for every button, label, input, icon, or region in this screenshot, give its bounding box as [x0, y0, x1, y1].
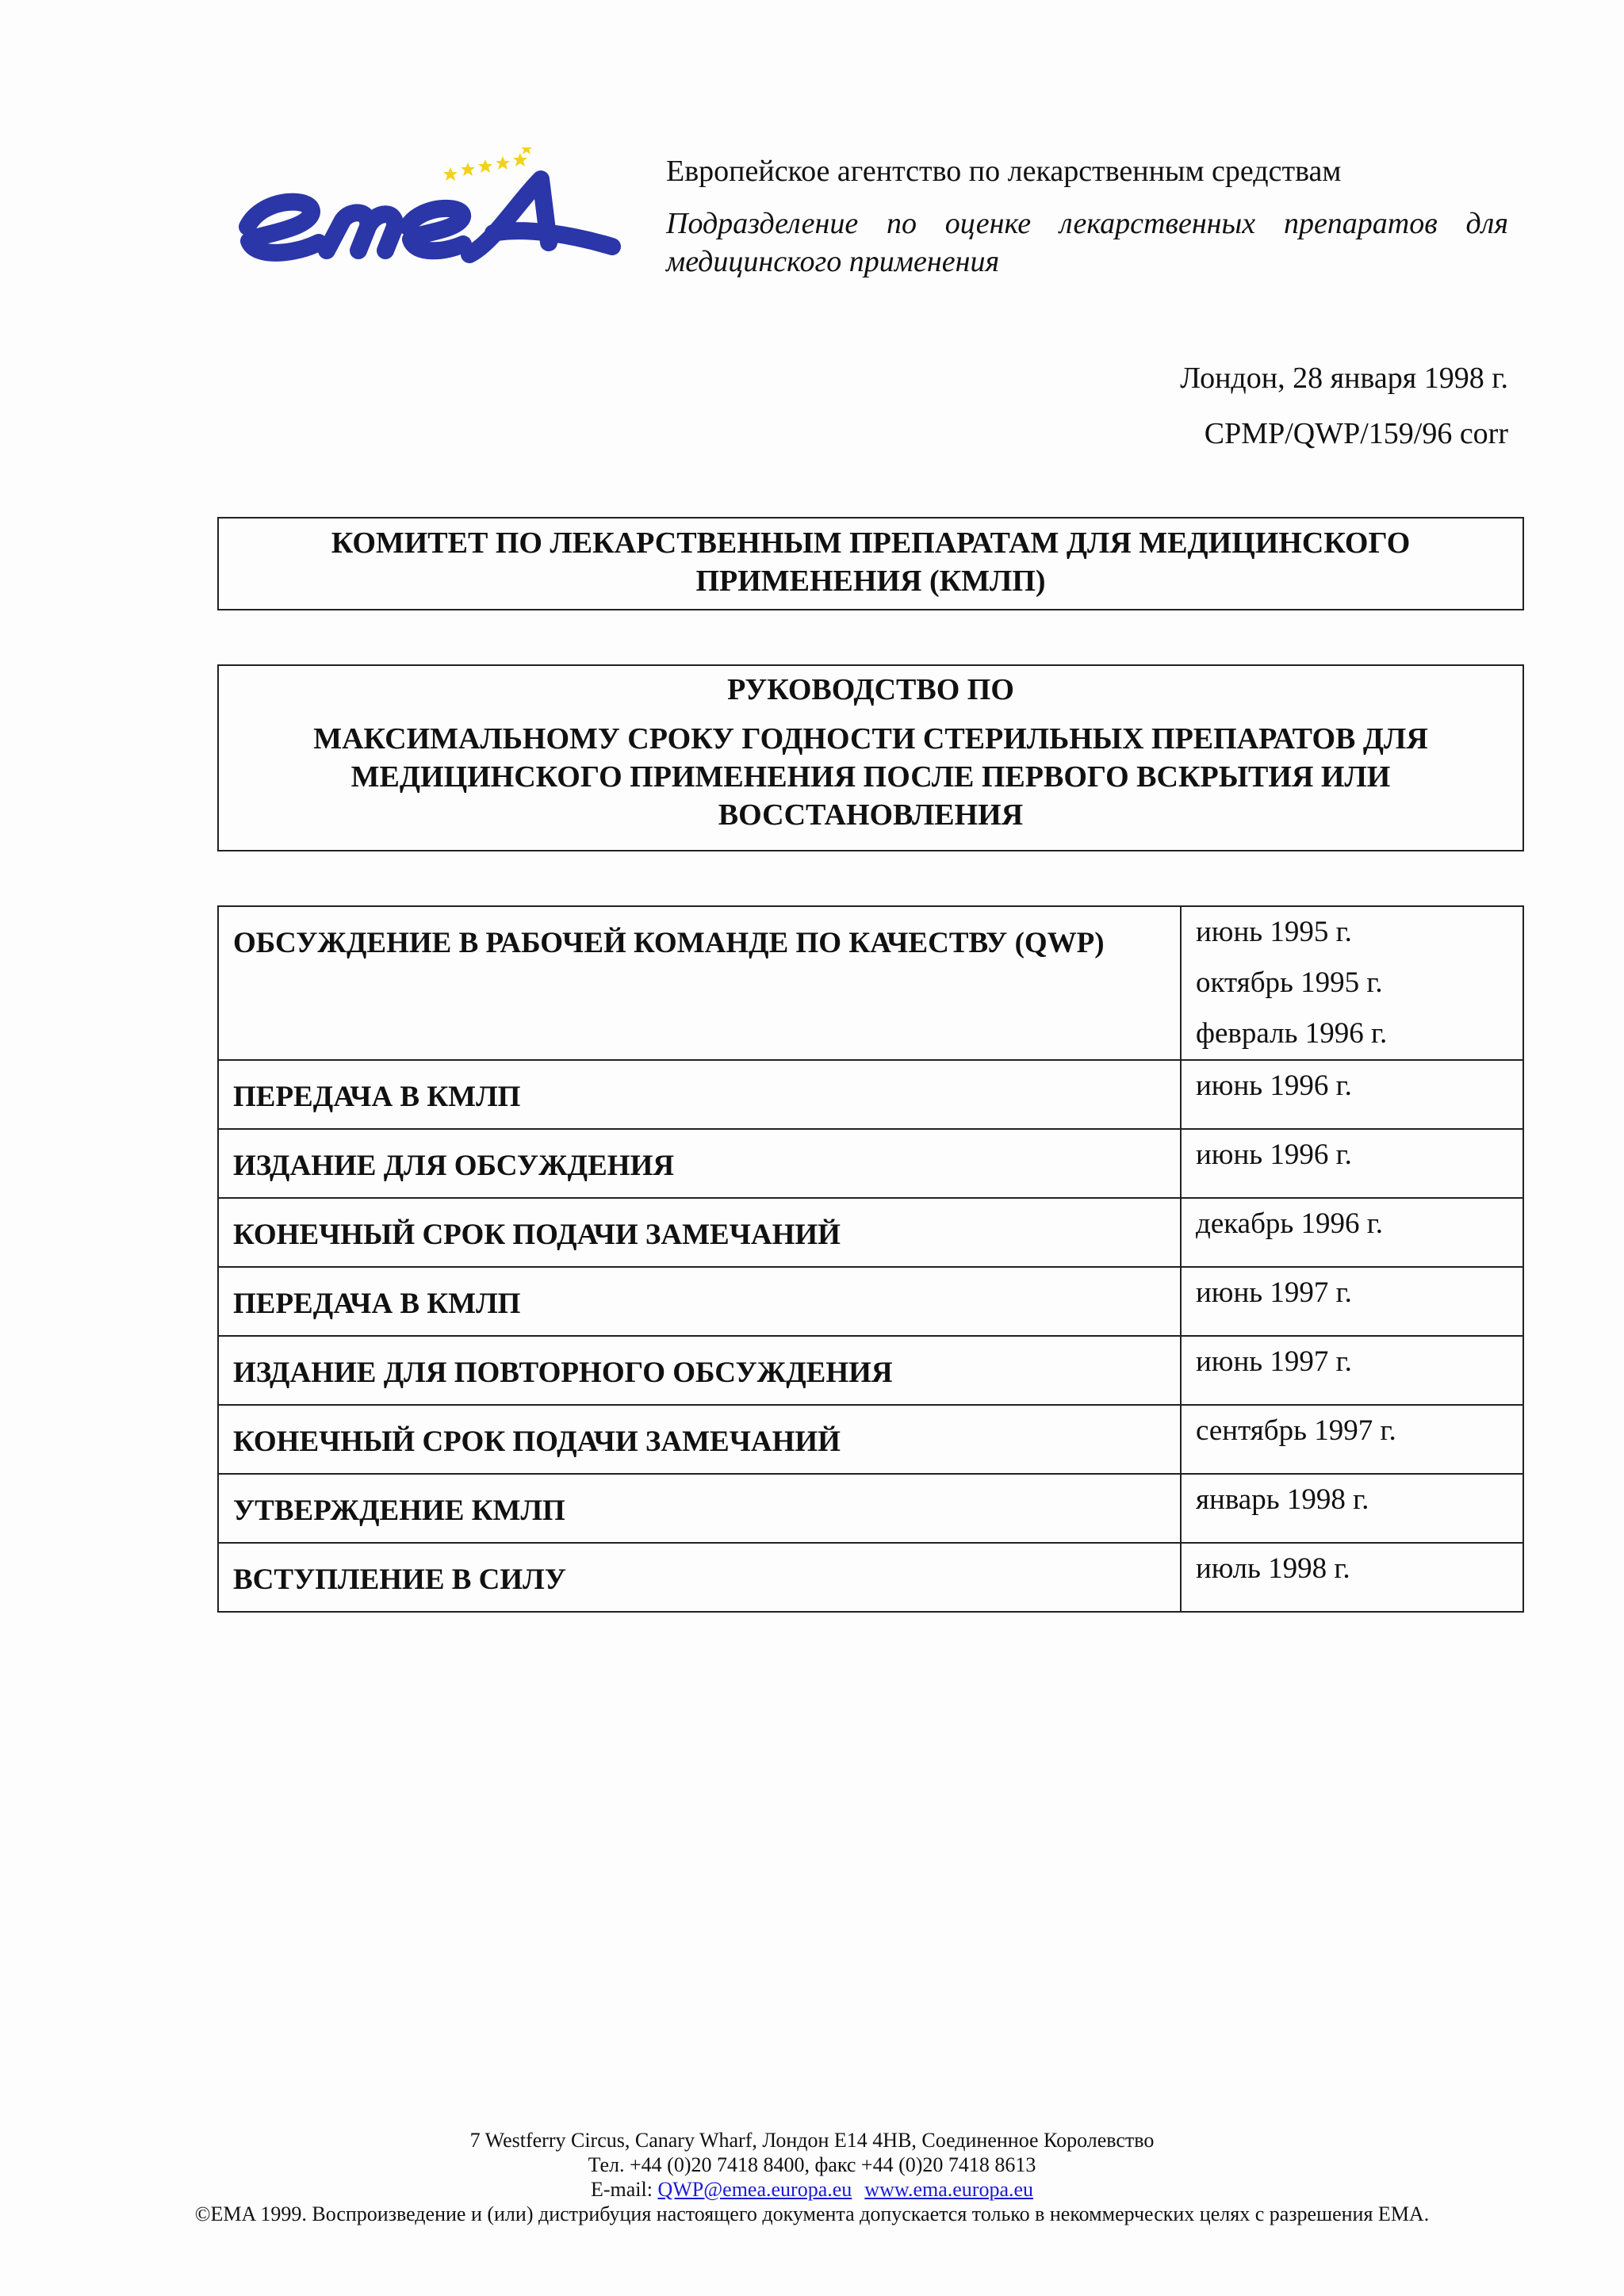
- agency-name: Европейское агентство по лекарственным средствам: [666, 155, 1342, 188]
- agency-header: [666, 152, 1508, 281]
- date-cell: июнь 1997 г.: [1181, 1336, 1523, 1405]
- date-cell: сентябрь 1997 г.: [1181, 1405, 1523, 1474]
- email-label: E-mail:: [590, 2178, 653, 2201]
- table-row: [218, 1543, 1523, 1612]
- date-cell: [1181, 906, 1523, 1060]
- table-row: [218, 1129, 1523, 1198]
- table-row: [218, 1060, 1523, 1129]
- emea-logotype: [247, 179, 612, 254]
- guideline-heading: РУКОВОДСТВО ПО: [727, 673, 1014, 706]
- date-cell: декабрь 1996 г.: [1181, 1198, 1523, 1267]
- email-link[interactable]: QWP@emea.europa.eu: [657, 2178, 852, 2201]
- date-cell: июнь 1996 г.: [1181, 1129, 1523, 1198]
- schedule-table: [217, 905, 1524, 1613]
- event-cell: ИЗДАНИЕ ДЛЯ ПОВТОРНОГО ОБСУЖДЕНИЯ: [218, 1336, 1181, 1405]
- committee-title-line: ПРИМЕНЕНИЯ (КМЛП): [695, 564, 1046, 598]
- emea-logo: [232, 147, 628, 282]
- eu-stars-icon: [443, 147, 532, 181]
- footer-copyright: ©EMA 1999. Воспроизведение и (или) дистрибуция настоящего документа допускается только в некоммерческих целях с разрешения EMA.: [194, 2202, 1430, 2225]
- date-value: июнь 1995 г.: [1196, 916, 1352, 948]
- table-row: [218, 1336, 1523, 1405]
- event-cell: ИЗДАНИЕ ДЛЯ ОБСУЖДЕНИЯ: [218, 1129, 1181, 1198]
- event-cell: ВСТУПЛЕНИЕ В СИЛУ: [218, 1543, 1181, 1612]
- committee-title-box: [217, 517, 1524, 610]
- event-cell: КОНЕЧНЫЙ СРОК ПОДАЧИ ЗАМЕЧАНИЙ: [218, 1405, 1181, 1474]
- date-cell: июнь 1997 г.: [1181, 1267, 1523, 1336]
- footer-phone: Тел. +44 (0)20 7418 8400, факс +44 (0)20 7418 8613: [588, 2153, 1036, 2176]
- event-cell: ПЕРЕДАЧА В КМЛП: [218, 1267, 1181, 1336]
- table-row: [218, 1198, 1523, 1267]
- document-meta: [1180, 350, 1508, 461]
- event-cell: УТВЕРЖДЕНИЕ КМЛП: [218, 1474, 1181, 1543]
- website-link[interactable]: www.ema.europa.eu: [864, 2178, 1034, 2201]
- event-cell: ПЕРЕДАЧА В КМЛП: [218, 1060, 1181, 1129]
- guideline-title-line: МАКСИМАЛЬНОМУ СРОКУ ГОДНОСТИ СТЕРИЛЬНЫХ ПРЕПАРАТОВ ДЛЯ: [313, 722, 1428, 756]
- date-cell: июль 1998 г.: [1181, 1543, 1523, 1612]
- date-value: февраль 1996 г.: [1196, 1017, 1388, 1050]
- table-row: [218, 1267, 1523, 1336]
- guideline-title-line: ВОССТАНОВЛЕНИЯ: [718, 798, 1024, 832]
- footer-contacts: [0, 2177, 1624, 2202]
- date-cell: январь 1998 г.: [1181, 1474, 1523, 1543]
- unit-name: Подразделение по оценке лекарственных препаратов для медицинского применения: [666, 207, 1508, 278]
- date-cell: июнь 1996 г.: [1181, 1060, 1523, 1129]
- date-value: октябрь 1995 г.: [1196, 966, 1383, 999]
- table-row: [218, 1474, 1523, 1543]
- table-row: [218, 1405, 1523, 1474]
- committee-title-line: КОМИТЕТ ПО ЛЕКАРСТВЕННЫМ ПРЕПАРАТАМ ДЛЯ МЕДИЦИНСКОГО: [331, 526, 1411, 560]
- page-footer: [0, 2128, 1624, 2226]
- event-cell: КОНЕЧНЫЙ СРОК ПОДАЧИ ЗАМЕЧАНИЙ: [218, 1198, 1181, 1267]
- table-row: [218, 906, 1523, 1060]
- guideline-title-box: [217, 664, 1524, 851]
- document-reference: CPMP/QWP/159/96 corr: [1204, 417, 1508, 450]
- footer-address: 7 Westferry Circus, Canary Wharf, Лондон E14 4HB, Соединенное Королевство: [469, 2129, 1155, 2152]
- guideline-title-line: МЕДИЦИНСКОГО ПРИМЕНЕНИЯ ПОСЛЕ ПЕРВОГО ВСКРЫТИЯ ИЛИ: [350, 760, 1391, 794]
- place-date: Лондон, 28 января 1998 г.: [1180, 362, 1508, 395]
- event-cell: ОБСУЖДЕНИЕ В РАБОЧЕЙ КОМАНДЕ ПО КАЧЕСТВУ (QWP): [218, 906, 1181, 1060]
